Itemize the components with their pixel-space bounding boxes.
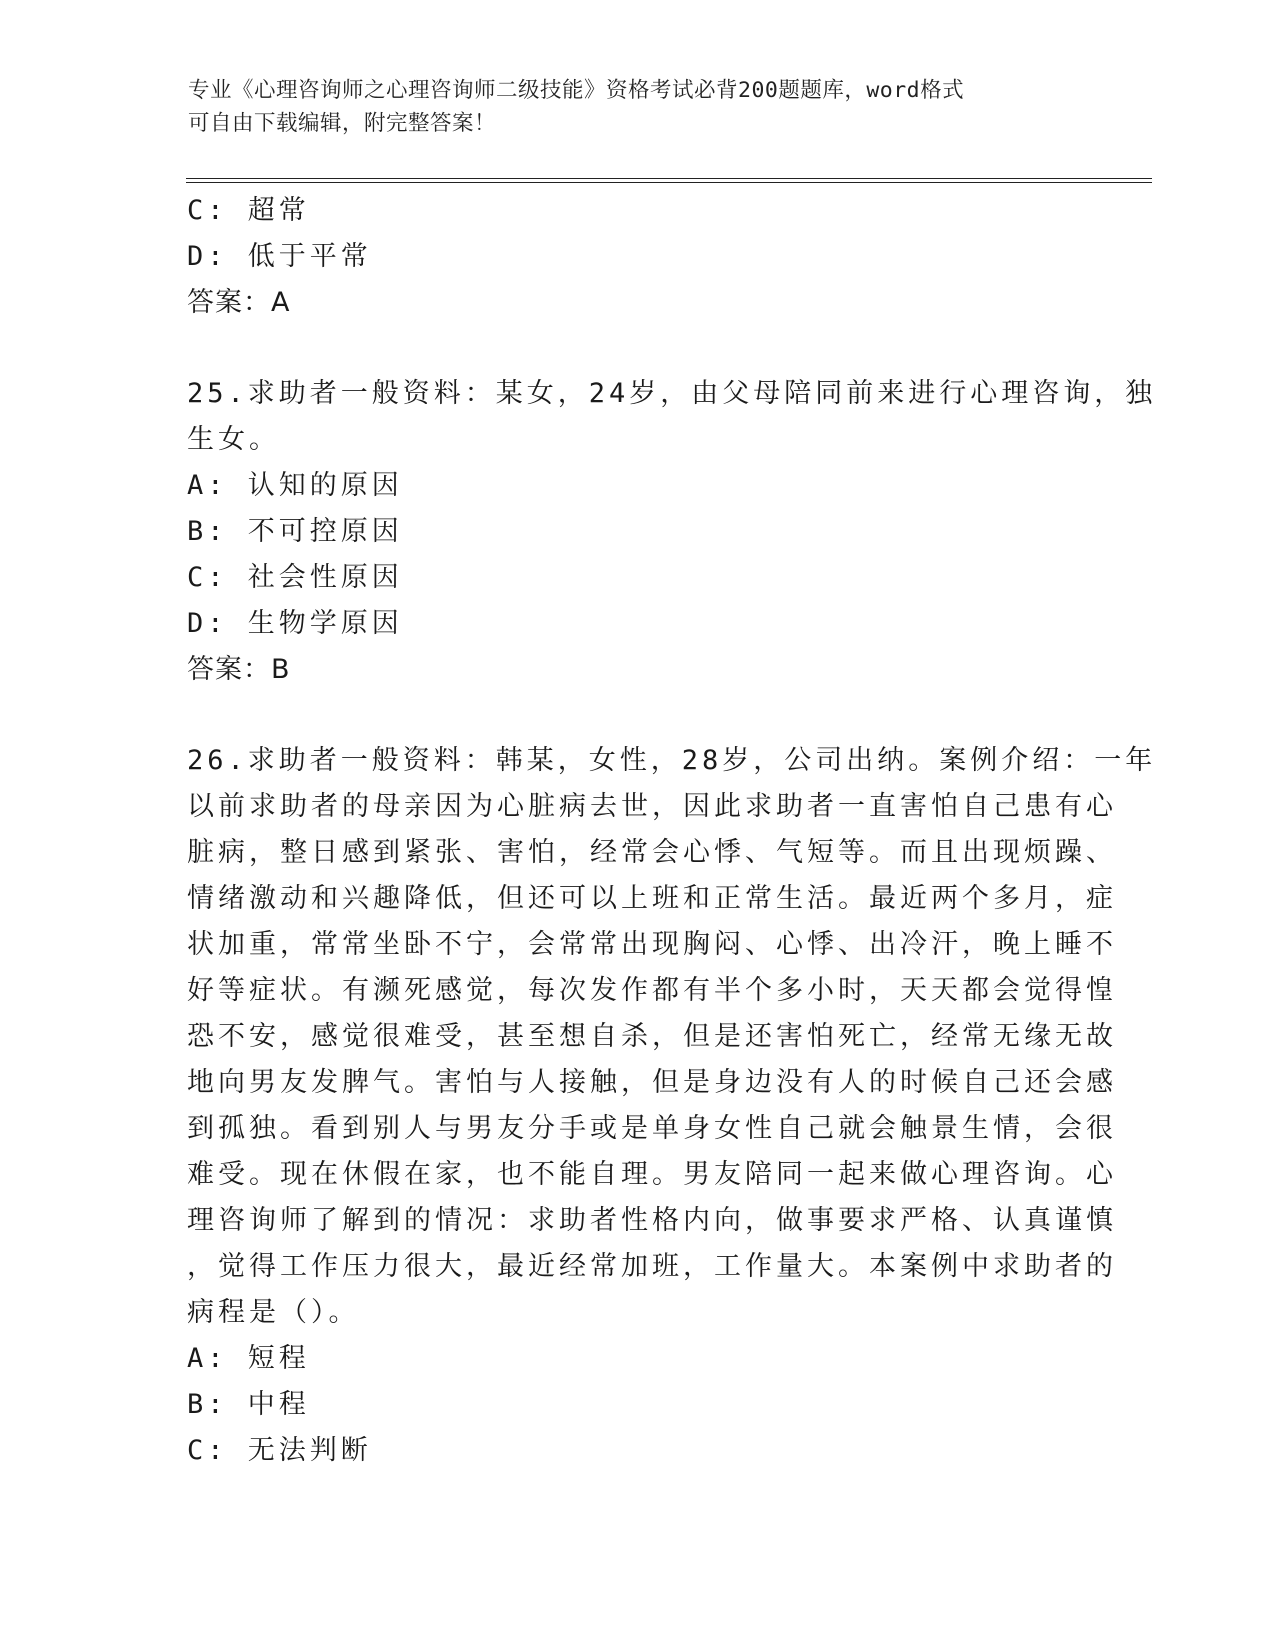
q26-stem-line: 26.求助者一般资料：韩某，女性，28岁，公司出纳。案例介绍：一年 bbox=[187, 745, 1157, 776]
q26-stem-line: 状加重，常常坐卧不宁，会常常出现胸闷、心悸、出冷汗，晚上睡不 bbox=[187, 929, 1117, 960]
q25-option-d: D: 生物学原因 bbox=[187, 608, 403, 639]
question-26 bbox=[187, 738, 1157, 1474]
header-title-line-1: 专业《心理咨询师之心理咨询师二级技能》资格考试必背200题题库，word格式 bbox=[188, 78, 965, 103]
q26-stem-line: 理咨询师了解到的情况：求助者性格内向，做事要求严格、认真谨慎 bbox=[187, 1205, 1117, 1236]
q25-option-b: B: 不可控原因 bbox=[187, 516, 403, 547]
q25-answer: 答案：B bbox=[187, 654, 291, 685]
q26-stem-line: 情绪激动和兴趣降低，但还可以上班和正常生活。最近两个多月，症 bbox=[187, 883, 1117, 914]
q26-stem-line: 难受。现在休假在家，也不能自理。男友陪同一起来做心理咨询。心 bbox=[187, 1159, 1117, 1190]
q24-option-d: D: 低于平常 bbox=[187, 241, 372, 272]
q26-stem-line: 脏病，整日感到紧张、害怕，经常会心悸、气短等。而且出现烦躁、 bbox=[187, 837, 1117, 868]
document-header bbox=[188, 74, 1088, 140]
spacer bbox=[187, 326, 1077, 371]
header-title-line-2: 可自由下载编辑，附完整答案！ bbox=[188, 111, 497, 136]
q26-option-a: A: 短程 bbox=[187, 1343, 310, 1374]
question-content bbox=[187, 188, 1157, 1474]
question-24-remainder bbox=[187, 188, 1077, 326]
spacer bbox=[187, 693, 1077, 738]
q25-stem-line: 生女。 bbox=[187, 424, 280, 455]
q26-option-b: B: 中程 bbox=[187, 1389, 310, 1420]
q26-stem-line: 恐不安，感觉很难受，甚至想自杀，但是还害怕死亡，经常无缘无故 bbox=[187, 1021, 1117, 1052]
q26-stem-line: 地向男友发脾气。害怕与人接触，但是身边没有人的时候自己还会感 bbox=[187, 1067, 1117, 1098]
header-divider-top bbox=[186, 178, 1152, 179]
q24-option-c: C: 超常 bbox=[187, 195, 310, 226]
q26-option-c: C: 无法判断 bbox=[187, 1435, 372, 1466]
q25-stem-line: 25.求助者一般资料：某女，24岁，由父母陪同前来进行心理咨询，独 bbox=[187, 378, 1157, 409]
q26-stem-line: ，觉得工作压力很大，最近经常加班，工作量大。本案例中求助者的 bbox=[187, 1251, 1117, 1282]
question-25 bbox=[187, 371, 1157, 693]
q26-stem-line: 以前求助者的母亲因为心脏病去世，因此求助者一直害怕自己患有心 bbox=[187, 791, 1117, 822]
header-divider-bottom bbox=[186, 182, 1152, 183]
q26-stem-line: 好等症状。有濒死感觉，每次发作都有半个多小时，天天都会觉得惶 bbox=[187, 975, 1117, 1006]
q25-option-c: C: 社会性原因 bbox=[187, 562, 403, 593]
q24-answer: 答案：A bbox=[187, 287, 291, 318]
q26-stem-line: 到孤独。看到别人与男友分手或是单身女性自己就会触景生情，会很 bbox=[187, 1113, 1117, 1144]
q25-option-a: A: 认知的原因 bbox=[187, 470, 403, 501]
q26-stem-line: 病程是（）。 bbox=[187, 1297, 360, 1328]
